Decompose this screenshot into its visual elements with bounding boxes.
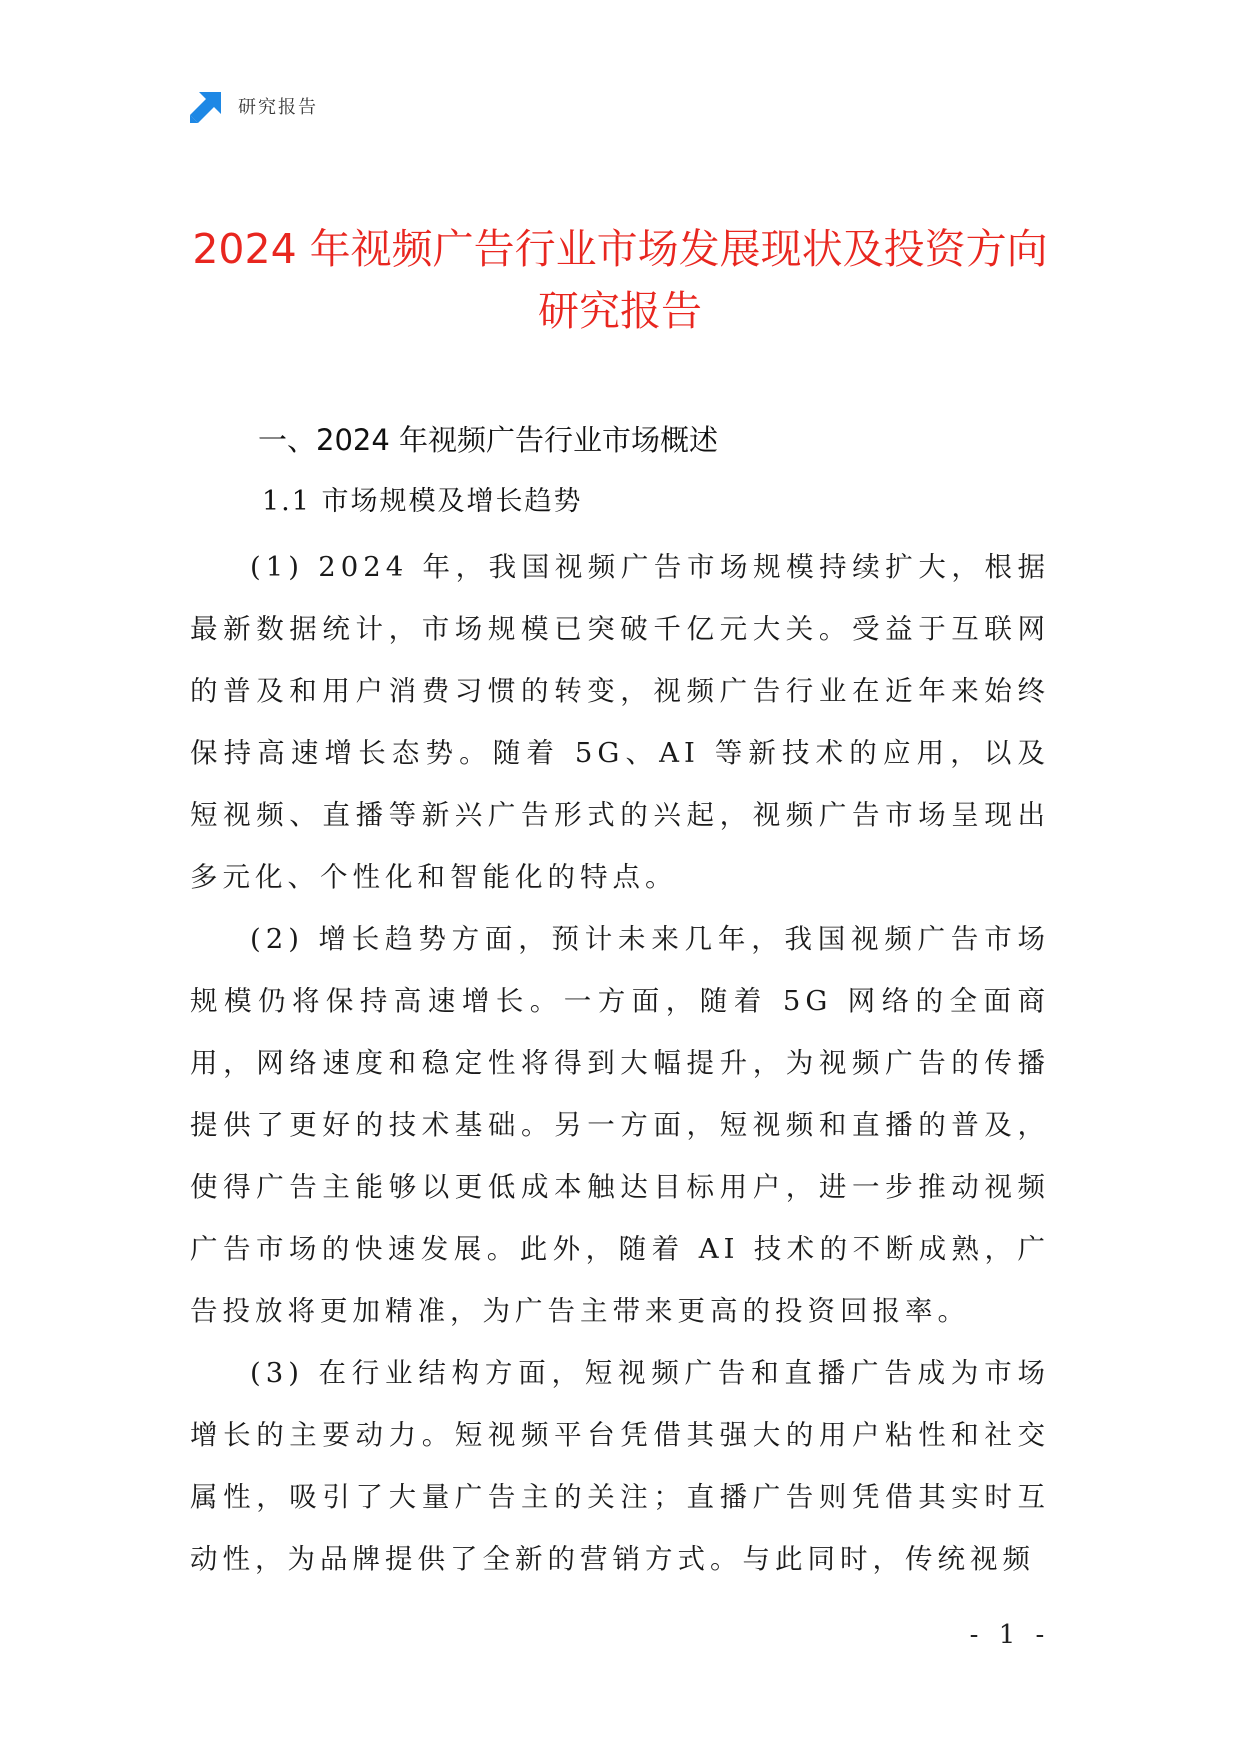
header-label: 研究报告 <box>238 97 318 118</box>
subsection-heading: 1.1 市场规模及增长趋势 <box>262 486 583 517</box>
document-body <box>190 536 1050 1590</box>
arrow-up-right-icon <box>190 89 224 123</box>
document-header <box>190 88 318 124</box>
paragraph: (1) 2024 年，我国视频广告市场规模持续扩大，根据最新数据统计，市场规模已突破千亿元大关。受益于互联网的普及和用户消费习惯的转变，视频广告行业在近年来始终保持高速增长态势。随着 5G、AI 等新技术的应用，以及短视频、直播等新兴广告形式的兴起，视频广告市场呈现出多元化、个性化和智能化的特点。 <box>190 551 1050 893</box>
page-number: - 1 - <box>969 1620 1051 1650</box>
paragraph: (3) 在行业结构方面，短视频广告和直播广告成为市场增长的主要动力。短视频平台凭借其强大的用户粘性和社交属性，吸引了大量广告主的关注；直播广告则凭借其实时互动性，为品牌提供了全新的营销方式。与此同时，传统视频 <box>190 1357 1050 1575</box>
document-title: 2024 年视频广告行业市场发展现状及投资方向研究报告 <box>192 225 1048 335</box>
paragraph: (2) 增长趋势方面，预计未来几年，我国视频广告市场规模仍将保持高速增长。一方面，随着 5G 网络的全面商用，网络速度和稳定性将得到大幅提升，为视频广告的传播提供了更好的技术基础。另一方面，短视频和直播的普及，使得广告主能够以更低成本触达目标用户，进一步推动视频广告市场的快速发展。此外，随着 AI 技术的不断成熟，广告投放将更加精准，为广告主带来更高的投资回报率。 <box>190 923 1050 1327</box>
section-heading: 一、2024 年视频广告行业市场概述 <box>258 423 719 457</box>
